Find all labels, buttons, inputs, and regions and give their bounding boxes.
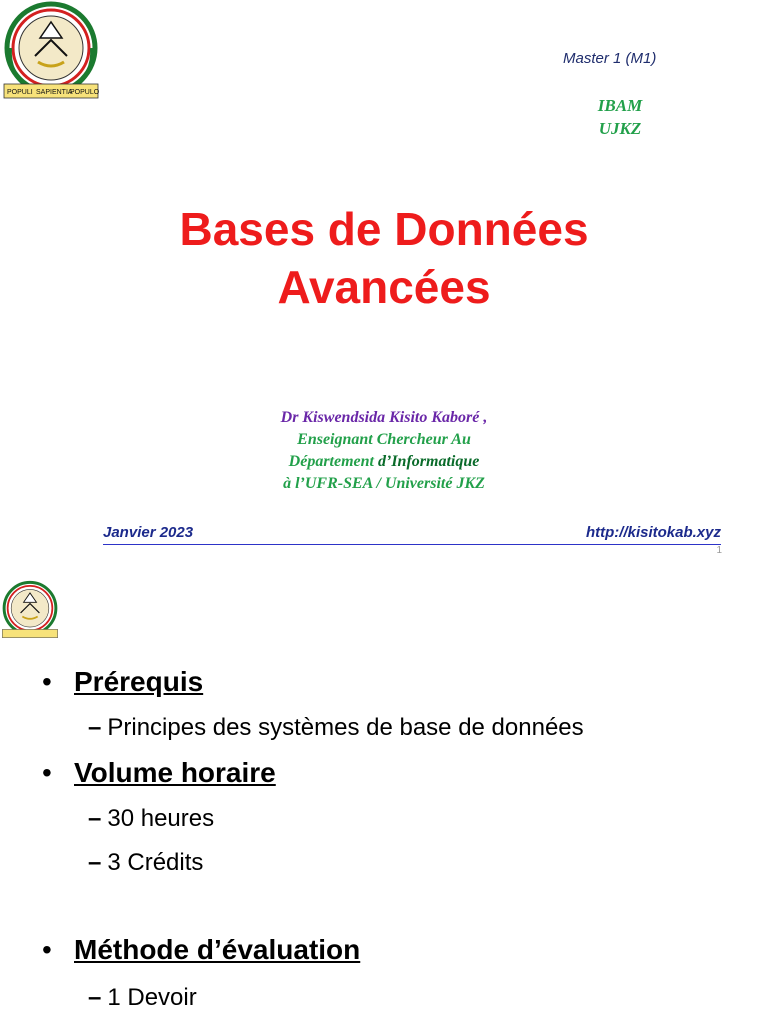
- svg-text:POPULI: POPULI: [7, 89, 33, 96]
- institution-ujkz: UJKZ: [598, 119, 642, 138]
- university-seal-logo-small: [0, 580, 60, 640]
- page-number: 1: [716, 545, 722, 556]
- slide-title: [0, 200, 768, 316]
- sub-item-text: 1 Devoir: [107, 984, 197, 1011]
- department-name: d’Informatique: [377, 453, 480, 470]
- section-label: Méthode d’évaluation: [74, 934, 361, 965]
- sub-item: – Principes des systèmes de base de données: [88, 714, 584, 741]
- section-label: Prérequis: [74, 666, 204, 697]
- sub-item-text: 30 heures: [107, 805, 215, 832]
- svg-text:SAPIENTIA: SAPIENTIA: [36, 89, 73, 96]
- sub-item-text: 3 Crédits: [107, 849, 204, 876]
- svg-text:POPULO: POPULO: [70, 89, 100, 96]
- sub-item: – 3 Crédits: [88, 849, 204, 876]
- footer-url-link[interactable]: http://kisitokab.xyz: [585, 524, 721, 541]
- sub-item: – 30 heures: [88, 805, 215, 832]
- department-prefix: Département: [288, 453, 378, 470]
- sub-item-text: Principes des systèmes de base de données: [107, 714, 584, 741]
- institution-ibam: IBAM: [597, 96, 643, 115]
- section-volume-horaire: • Volume horaire: [42, 757, 276, 788]
- section-prerequis: • Prérequis: [42, 666, 204, 697]
- sub-item: – 1 Devoir: [88, 984, 197, 1011]
- slide-footer: [103, 524, 721, 545]
- author-department: [0, 451, 768, 473]
- author-role: Enseignant Chercheur Au: [297, 431, 471, 448]
- title-line-2: Avancées: [277, 261, 491, 313]
- info-slide: [0, 564, 768, 1024]
- section-label: Volume horaire: [74, 757, 276, 788]
- section-methode-evaluation: • Méthode d’évaluation: [42, 934, 361, 965]
- level-label: Master 1 (M1): [563, 50, 657, 67]
- university-seal-logo: [0, 0, 102, 102]
- author-block: [0, 407, 768, 495]
- author-name: Dr Kiswendsida Kisito Kaboré ,: [280, 409, 488, 426]
- author-affiliation: à l’UFR-SEA / Université JKZ: [283, 475, 485, 492]
- title-line-1: Bases de Données: [179, 203, 589, 255]
- footer-date: Janvier 2023: [103, 524, 194, 541]
